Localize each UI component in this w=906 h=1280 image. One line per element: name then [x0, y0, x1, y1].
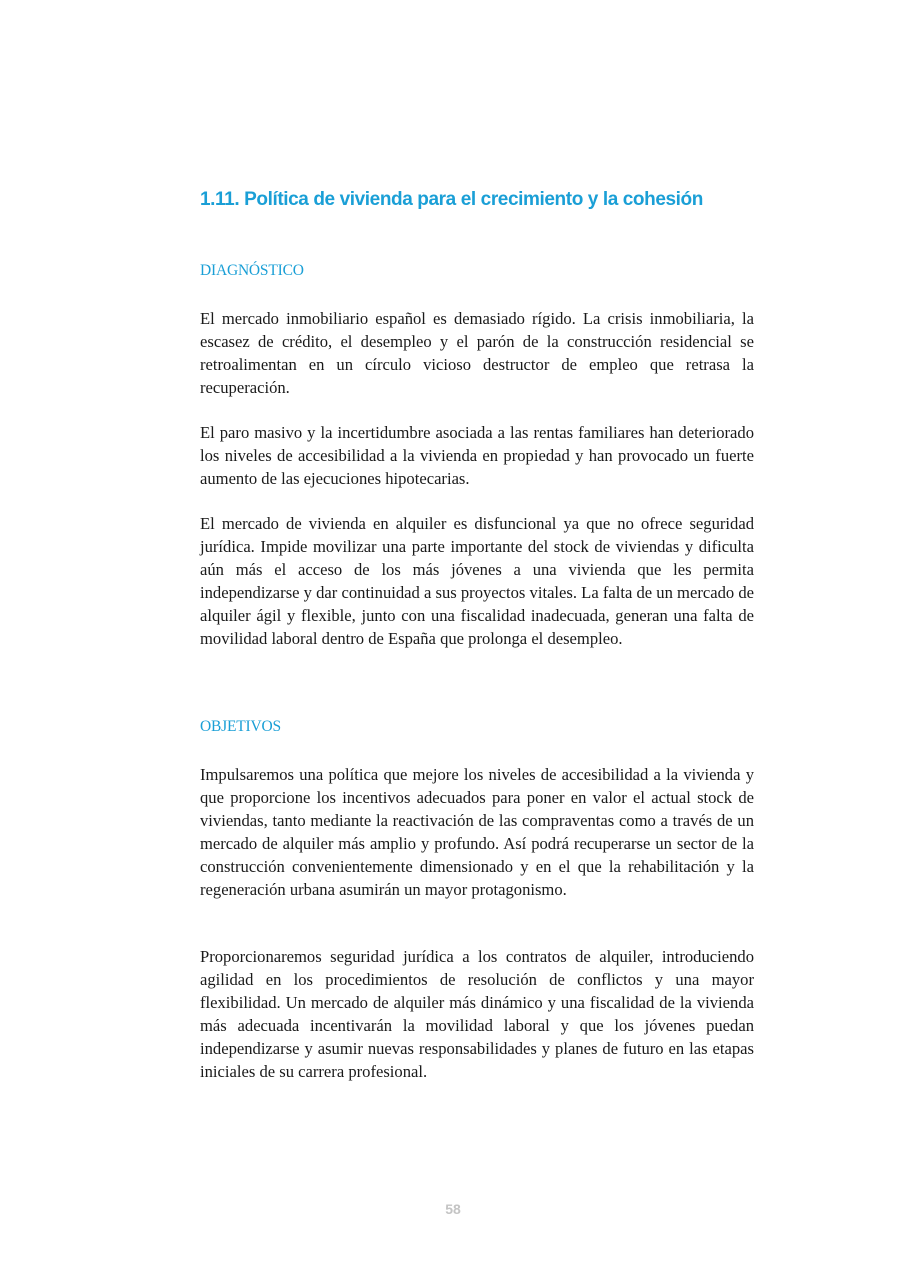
objetivos-paragraph-1: Impulsaremos una política que mejore los niveles de accesibilidad a la vivienda y que proporcione los incentivos adecuados para poner en valor el actual stock de viviendas, tanto mediante la reactivación de las compraventas como a través de un mercado de alquiler más amplio y profundo. Así podrá recuperarse un sector de la construcción convenientemente dimensionado y en el que la rehabilitación y la regeneración urbana asumirán un mayor protagonismo.	[200, 765, 754, 899]
diagnostico-label: DIAGNÓSTICO	[200, 262, 304, 279]
objetivos-label: OBJETIVOS	[200, 718, 281, 735]
page-number: 58	[445, 1201, 461, 1217]
objetivos-paragraph-2: Proporcionaremos seguridad jurídica a los contratos de alquiler, introduciendo agilidad en los procedimientos de resolución de conflictos y una mayor flexibilidad. Un mercado de alquiler más dinámico y una fiscalidad de la vivienda más adecuada incentivarán la movilidad laboral y que los jóvenes puedan independizarse y asumir nuevas responsabilidades y planes de futuro en las etapas iniciales de su carrera profesional.	[200, 947, 754, 1081]
diagnostico-paragraph-2: El paro masivo y la incertidumbre asociada a las rentas familiares han deteriorado los niveles de accesibilidad a la vivienda en propiedad y han provocado un fuerte aumento de las ejecuciones hipotecarias.	[200, 423, 754, 488]
diagnostico-paragraph-1: El mercado inmobiliario español es demasiado rígido. La crisis inmobiliaria, la escasez de crédito, el desempleo y el parón de la construcción residencial se retroalimentan en un círculo vicioso destructor de empleo que retrasa la recuperación.	[200, 309, 754, 397]
diagnostico-paragraph-3: El mercado de vivienda en alquiler es disfuncional ya que no ofrece seguridad jurídica. Impide movilizar una parte importante del stock de viviendas y dificulta aún más el acceso de los más jóvenes a una vivienda que les permita independizarse y dar continuidad a sus proyectos vitales. La falta de un mercado de alquiler ágil y flexible, junto con una fiscalidad inadecuada, generan una falta de movilidad laboral dentro de España que prolonga el desempleo.	[200, 514, 754, 648]
section-title: 1.11. Política de vivienda para el crecimiento y la cohesión	[200, 189, 703, 210]
